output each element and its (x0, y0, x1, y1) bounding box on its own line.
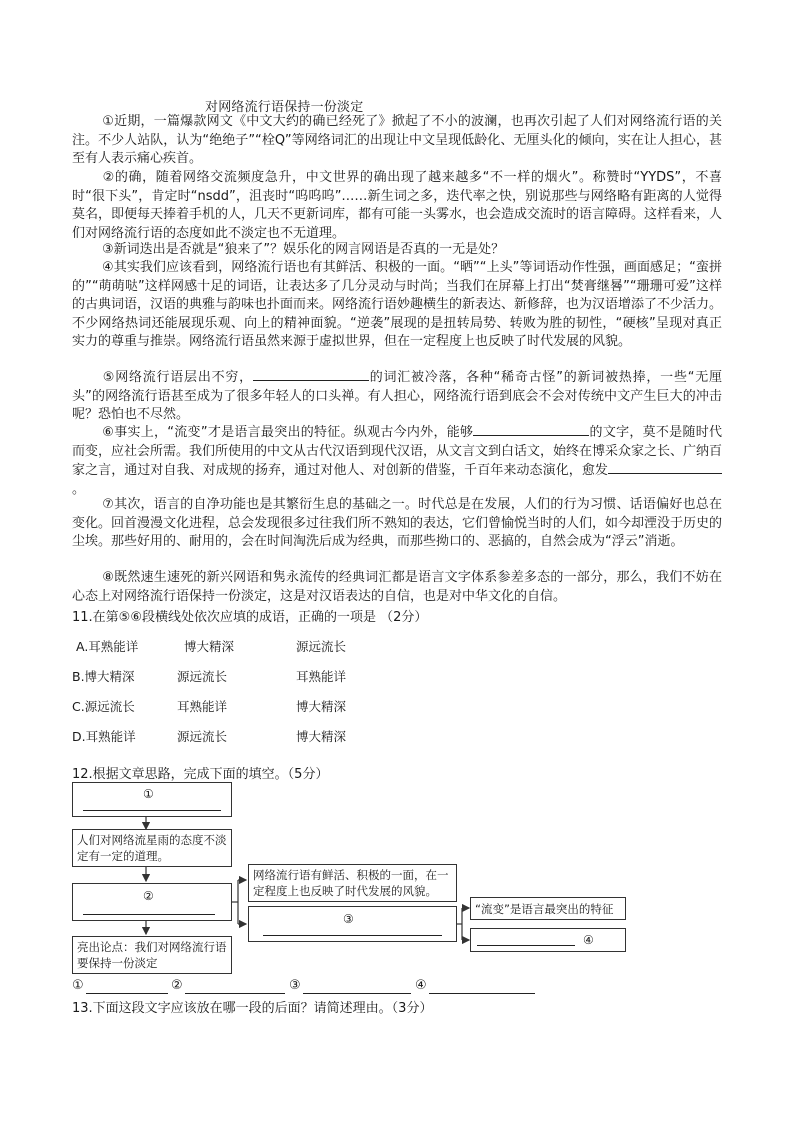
box-3-answer-line (83, 914, 215, 915)
paragraph-6-text-c: 。 (72, 481, 86, 497)
diagram-box-2 (72, 829, 232, 867)
diagram-box-3[interactable] (72, 883, 232, 921)
diagram-box-8[interactable] (470, 928, 626, 952)
answer-3-blank[interactable] (303, 981, 411, 994)
paragraph-4-text: ④其实我们应该看到，网络流行语也有其鲜活、积极的一面。“晒”“上头”等词语动作性强，画面感足；“蛮拼的”“萌萌哒”这样网感十足的词语，让表达多了几分灵动与时尚；当我们在屏幕上打出“焚膏继晷”“珊珊可爱”这样的古典词语，汉语的典雅与韵味也扑面而来。网络流行语妙趣横生的新表达、新修辞，也为汉语增添了不少活力。不少网络热词还能展现乐观、向上的精神面貌。“逆袭”展现的是扭转局势、转败为胜的韧性，“硬核”呈现对真正实力的尊重与推崇。网络流行语虽然来源于虚拟世界，但在一定程度上也反映了时代发展的风貌。 (72, 260, 723, 350)
question-12-stem: 12.根据文章思路，完成下面的填空。（5分） (72, 767, 329, 782)
paragraph-5-text-b: 的词汇被冷落，各种“稀奇古怪”的新词被热捧，一些“无厘头”的网络流行语甚至成为了很多年轻人的口头禅。有人担心，网络流行语到底会不会对传统中文产生巨大的冲击呢？恐怕也不尽然。 (72, 370, 722, 423)
question-11-stem: 11.在第⑤⑥段横线处依次应填的成语，正确的一项是 （2分） (72, 610, 428, 625)
diagram-box-1[interactable] (72, 782, 232, 817)
answer-3-label: ③ (289, 978, 301, 993)
paragraph-6-text-b: 的文字，莫不是随时代而变，应社会所需。我们所使用的中文从古代汉语到现代汉语，从文言文到白话文，始终在博采众家之长、广纳百家之言，通过对自我、对成规的扬弃，通过对他人、对创新的借鉴，千百年来动态演化，愈发 (72, 425, 723, 479)
option-a-text-2: 博大精深 (184, 639, 235, 654)
answer-blanks-row (72, 978, 542, 998)
option-a-text-3: 源远流长 (296, 639, 347, 654)
box-6-answer-line (263, 935, 442, 936)
article-title: 对网络流行语保持一份淡定 (205, 100, 364, 115)
answer-4-blank[interactable] (429, 981, 535, 994)
question-13-stem: 13.下面这段文字应该放在哪一段的后面？请简述理由。（3分） (72, 1001, 433, 1016)
option-b-text-1: B.博大精深 (72, 669, 135, 684)
paragraph-1-text: ①近期，一篇爆款网文《中文大约的确已经死了》掀起了不小的波澜，也再次引起了人们对网络流行语的关注。不少人站队，认为“绝绝子”“栓Q”等网络词汇的出现让中文呈现低龄化、无厘头化的倾向，实在让人担心，甚至有人表示痛心疾首。 (72, 114, 722, 167)
option-c-text-1: C.源远流长 (72, 699, 135, 714)
paragraph-2-text: ②的确，随着网络交流频度急升，中文世界的确出现了越来越多“不一样的烟火”。称赞时“YYDS”，不喜时“很下头”，肯定时“nsdd”，沮丧时“呜呜呜”……新生词之多，迭代率之快，别说那些与网络略有距离的人觉得莫名，即便每天捧着手机的人，几天不更新词库，都有可能一头雾水，也会造成交流时的语言障碍。这样看来，人们对网络流行语的态度如此不淡定也不无道理。 (72, 170, 723, 241)
answer-1-label: ① (72, 978, 84, 993)
option-b-text-2: 源远流长 (177, 669, 228, 684)
box-4-text: 亮出论点：我们对网络流行语要保持一份淡定 (77, 940, 227, 970)
box-7-text: “流变”是语言最突出的特征 (475, 902, 614, 916)
option-c-text-3: 博大精深 (296, 699, 347, 714)
paragraph-6-text-a: ⑥事实上，“流变”才是语言最突出的特征。纵观古今内外，能够 (102, 425, 474, 440)
option-b-text-3: 耳熟能详 (296, 669, 347, 684)
option-c-text-2: 耳熟能详 (177, 699, 228, 714)
box-3-label: ② (143, 889, 154, 903)
box-8-label: ④ (583, 933, 594, 947)
paragraph-5-text-a: ⑤网络流行语层出不穷， (102, 370, 253, 385)
box-1-answer-line (83, 810, 221, 811)
option-d-text-2: 源远流长 (177, 729, 228, 744)
answer-2-label: ② (171, 978, 183, 993)
box-2-text: 人们对网络流星雨的态度不淡定有一定的道理。 (77, 833, 227, 863)
box-8-answer-line (477, 945, 575, 946)
paragraph-8-text: ⑧既然速生速死的新兴网语和隽永流传的经典词汇都是语言文字体系参差多态的一部分，那么，我们不妨在心态上对网络流行语保持一份淡定，这是对汉语表达的自信，也是对中华文化的自信。 (72, 570, 722, 604)
paragraph-7-text: ⑦其次，语言的自净功能也是其繁衍生息的基础之一。时代总是在发展，人们的行为习惯、话语偏好也总在变化。回首漫漫文化进程，总会发现很多过往我们所不熟知的表达，它们曾愉悦当时的人们，如今却湮没于历史的尘埃。那些好用的、耐用的，会在时间淘洗后成为经典，而那些拗口的、恶搞的，自然会成为“浮云”消逝。 (72, 497, 723, 550)
paragraph-3-text: ③新词迭出是否就是“狼来了”？娱乐化的网言网语是否真的一无是处？ (102, 242, 505, 257)
option-d-text-1: D.耳熟能详 (72, 729, 136, 744)
answer-2-blank[interactable] (185, 981, 285, 994)
diagram-box-6[interactable] (248, 906, 457, 942)
box-5-text: 网络流行语有鲜活、积极的一面，在一定程度上也反映了时代发展的风貌。 (253, 868, 449, 898)
diagram-box-7 (470, 897, 626, 920)
answer-4-label: ④ (415, 978, 427, 993)
option-a-text-1: A.耳熟能详 (76, 639, 139, 654)
diagram-box-4 (72, 936, 232, 974)
box-6-label: ③ (343, 912, 354, 926)
option-d-text-3: 博大精深 (296, 729, 347, 744)
box-1-label: ① (143, 787, 154, 801)
answer-1-blank[interactable] (86, 981, 168, 994)
diagram-box-5 (248, 864, 457, 902)
